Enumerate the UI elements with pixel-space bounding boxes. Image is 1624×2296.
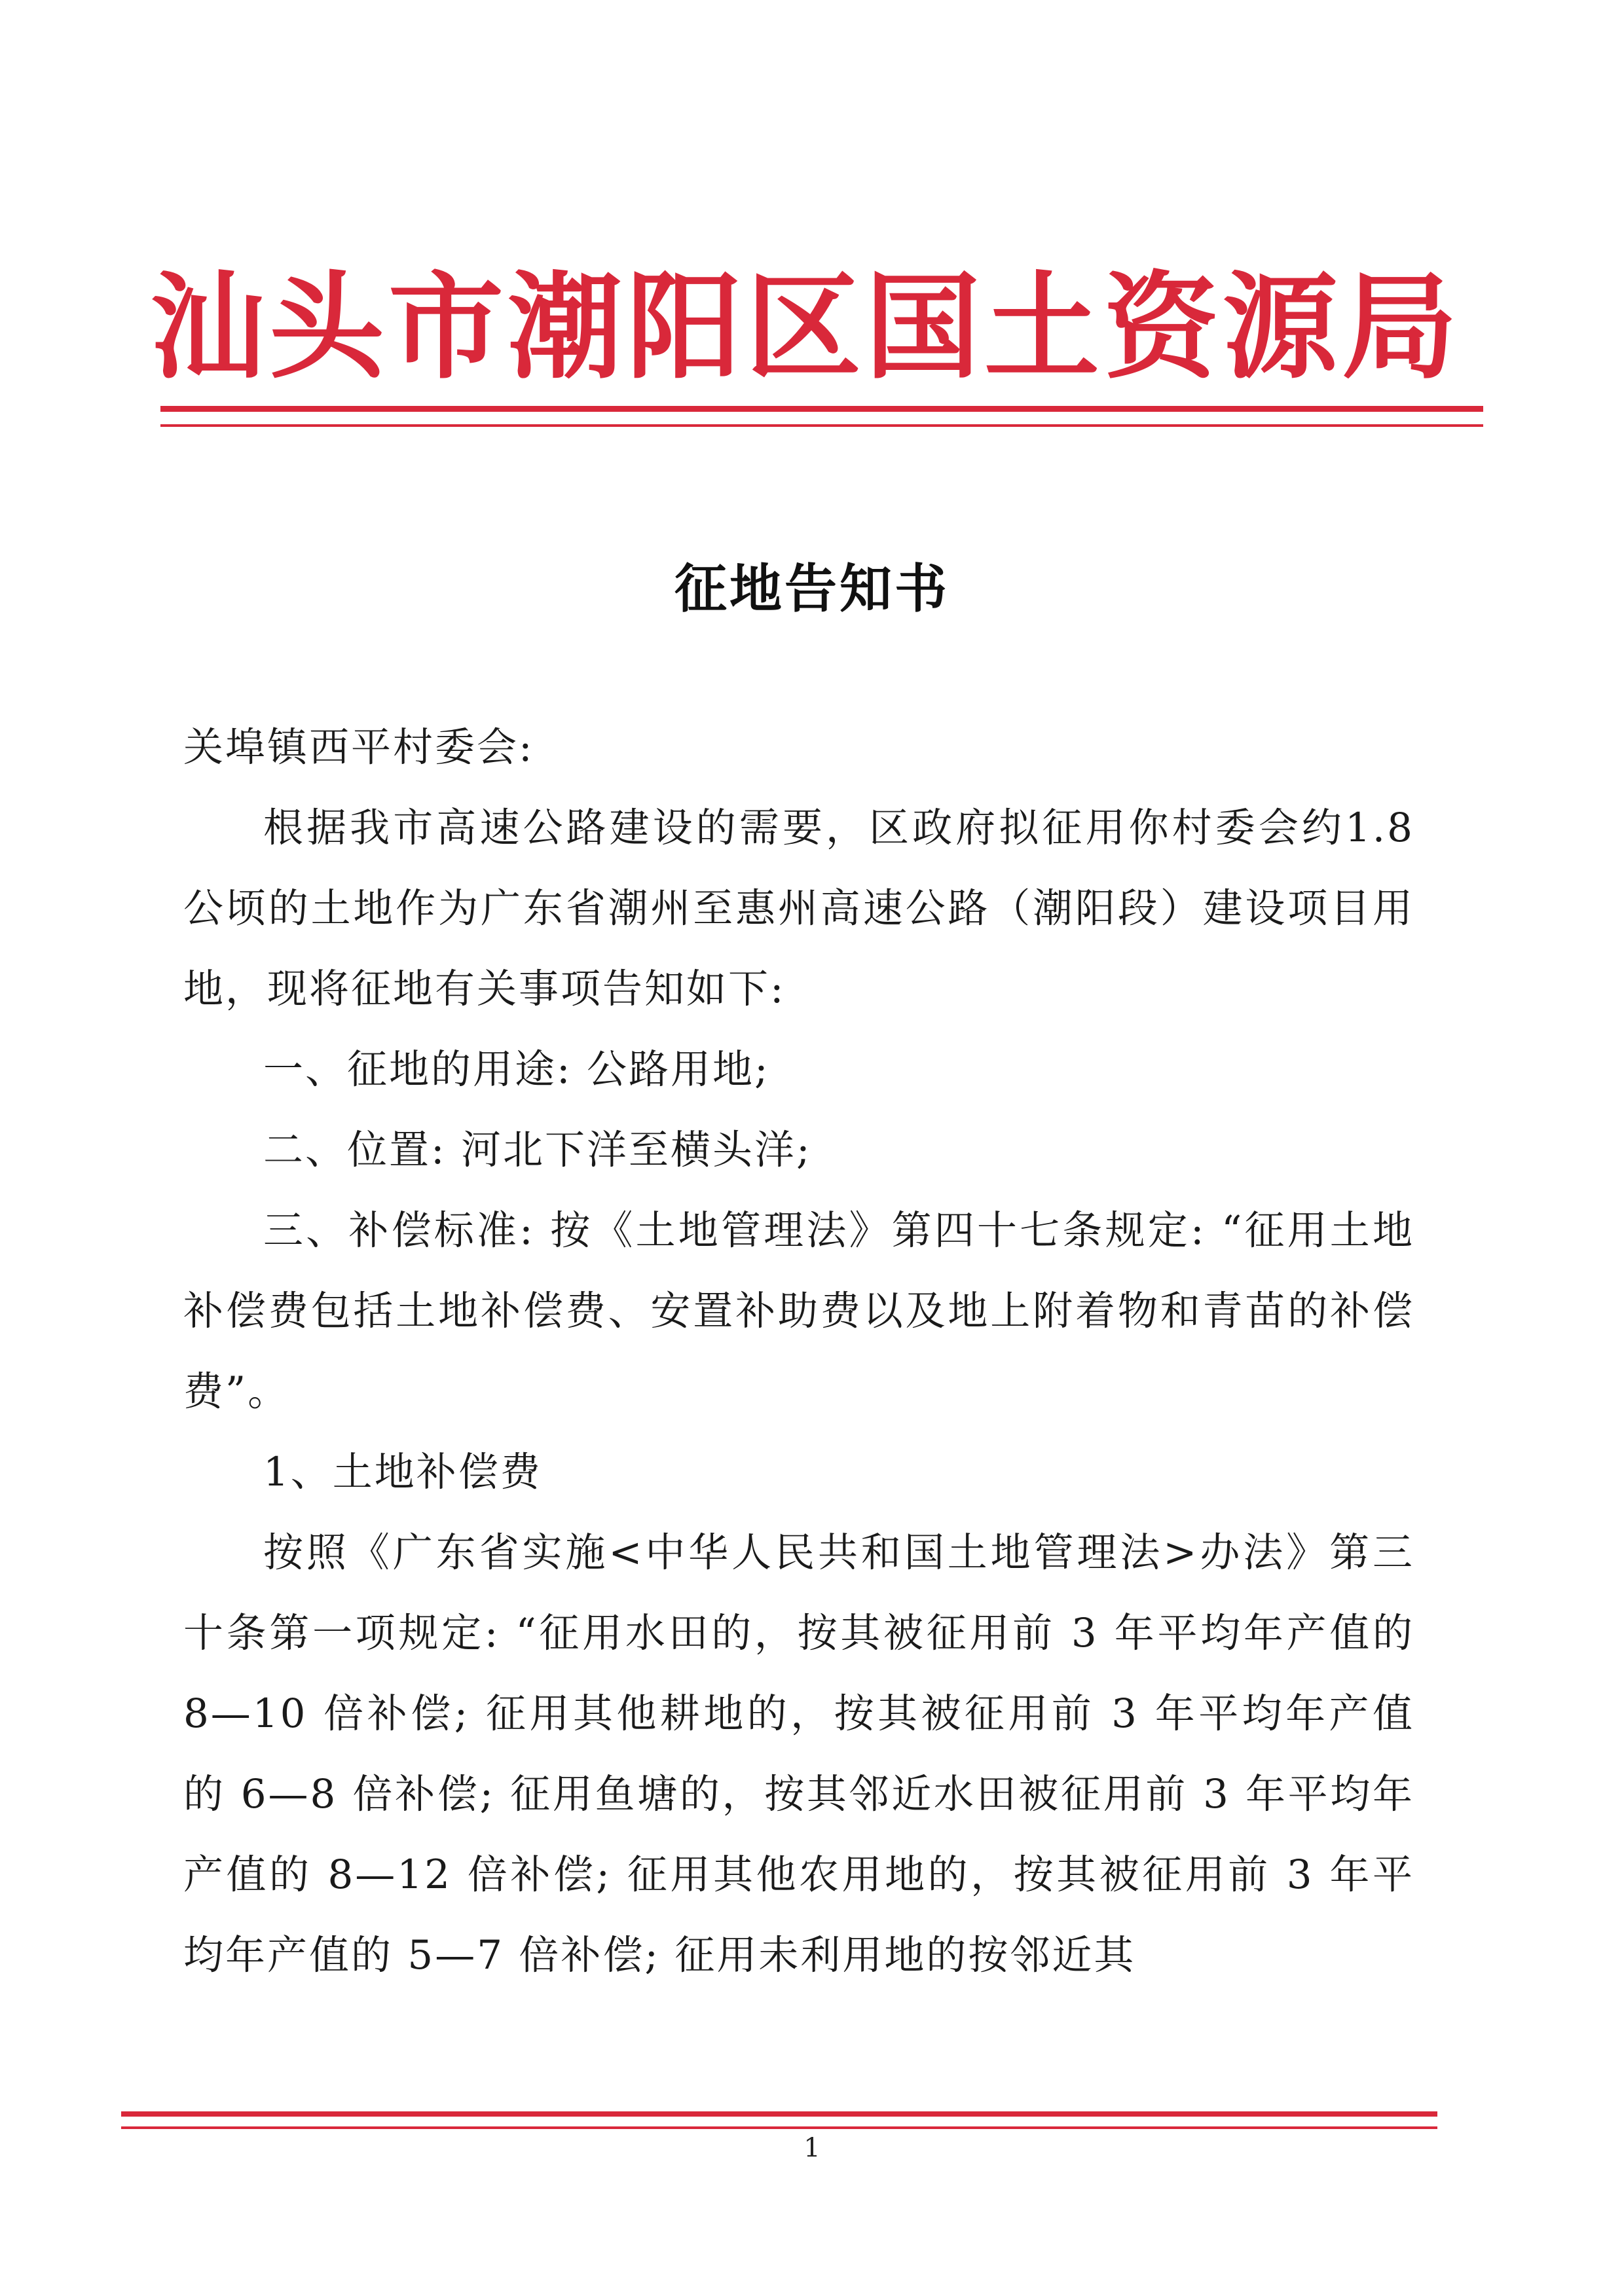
footer-red-rule-thin	[121, 2126, 1437, 2129]
page-number: 1	[803, 2133, 821, 2163]
organization-header: 汕头市潮阳区国土资源局	[150, 259, 1462, 395]
footer-red-rule-thick	[121, 2111, 1437, 2117]
header-red-rule-thick	[160, 406, 1483, 412]
paragraph-land-compensation-heading: 1、土地补偿费	[263, 1449, 542, 1495]
document-body	[183, 707, 1414, 1995]
header-red-rule-thin	[160, 424, 1483, 427]
paragraph-land-compensation-detail: 按照《广东省实施<中华人民共和国土地管理法>办法》第三十条第一项规定: “征用水田的，按其被征用前 3 年平均年产值的 8—10 倍补偿; 征用其他耕地的，按其被征用前 3 年平均年产值的 6—8 倍补偿; 征用鱼塘的，按其邻近水田被征用前 3 年平均年产值的 8—12 倍补偿; 征用其他农用地的，按其被征用前 3 年平均年产值的 5—7 倍补偿; 征用未利用地的按邻近其	[183, 1529, 1414, 1978]
salutation: 关埠镇西平村委会:	[183, 724, 534, 771]
document-title: 征地告知书	[674, 558, 950, 619]
paragraph-compensation-standard: 三、补偿标准: 按《土地管理法》第四十七条规定: “征用土地补偿费包括土地补偿费、安置补助费以及地上附着物和青苗的补偿费”。	[183, 1207, 1414, 1415]
paragraph-intro: 根据我市高速公路建设的需要，区政府拟征用你村委会约1.8公顷的土地作为广东省潮州至惠州高速公路（潮阳段）建设项目用地，现将征地有关事项告知如下:	[183, 805, 1414, 1012]
paragraph-purpose: 一、征地的用途: 公路用地;	[263, 1046, 770, 1093]
paragraph-location: 二、位置: 河北下洋至横头洋;	[263, 1127, 812, 1173]
